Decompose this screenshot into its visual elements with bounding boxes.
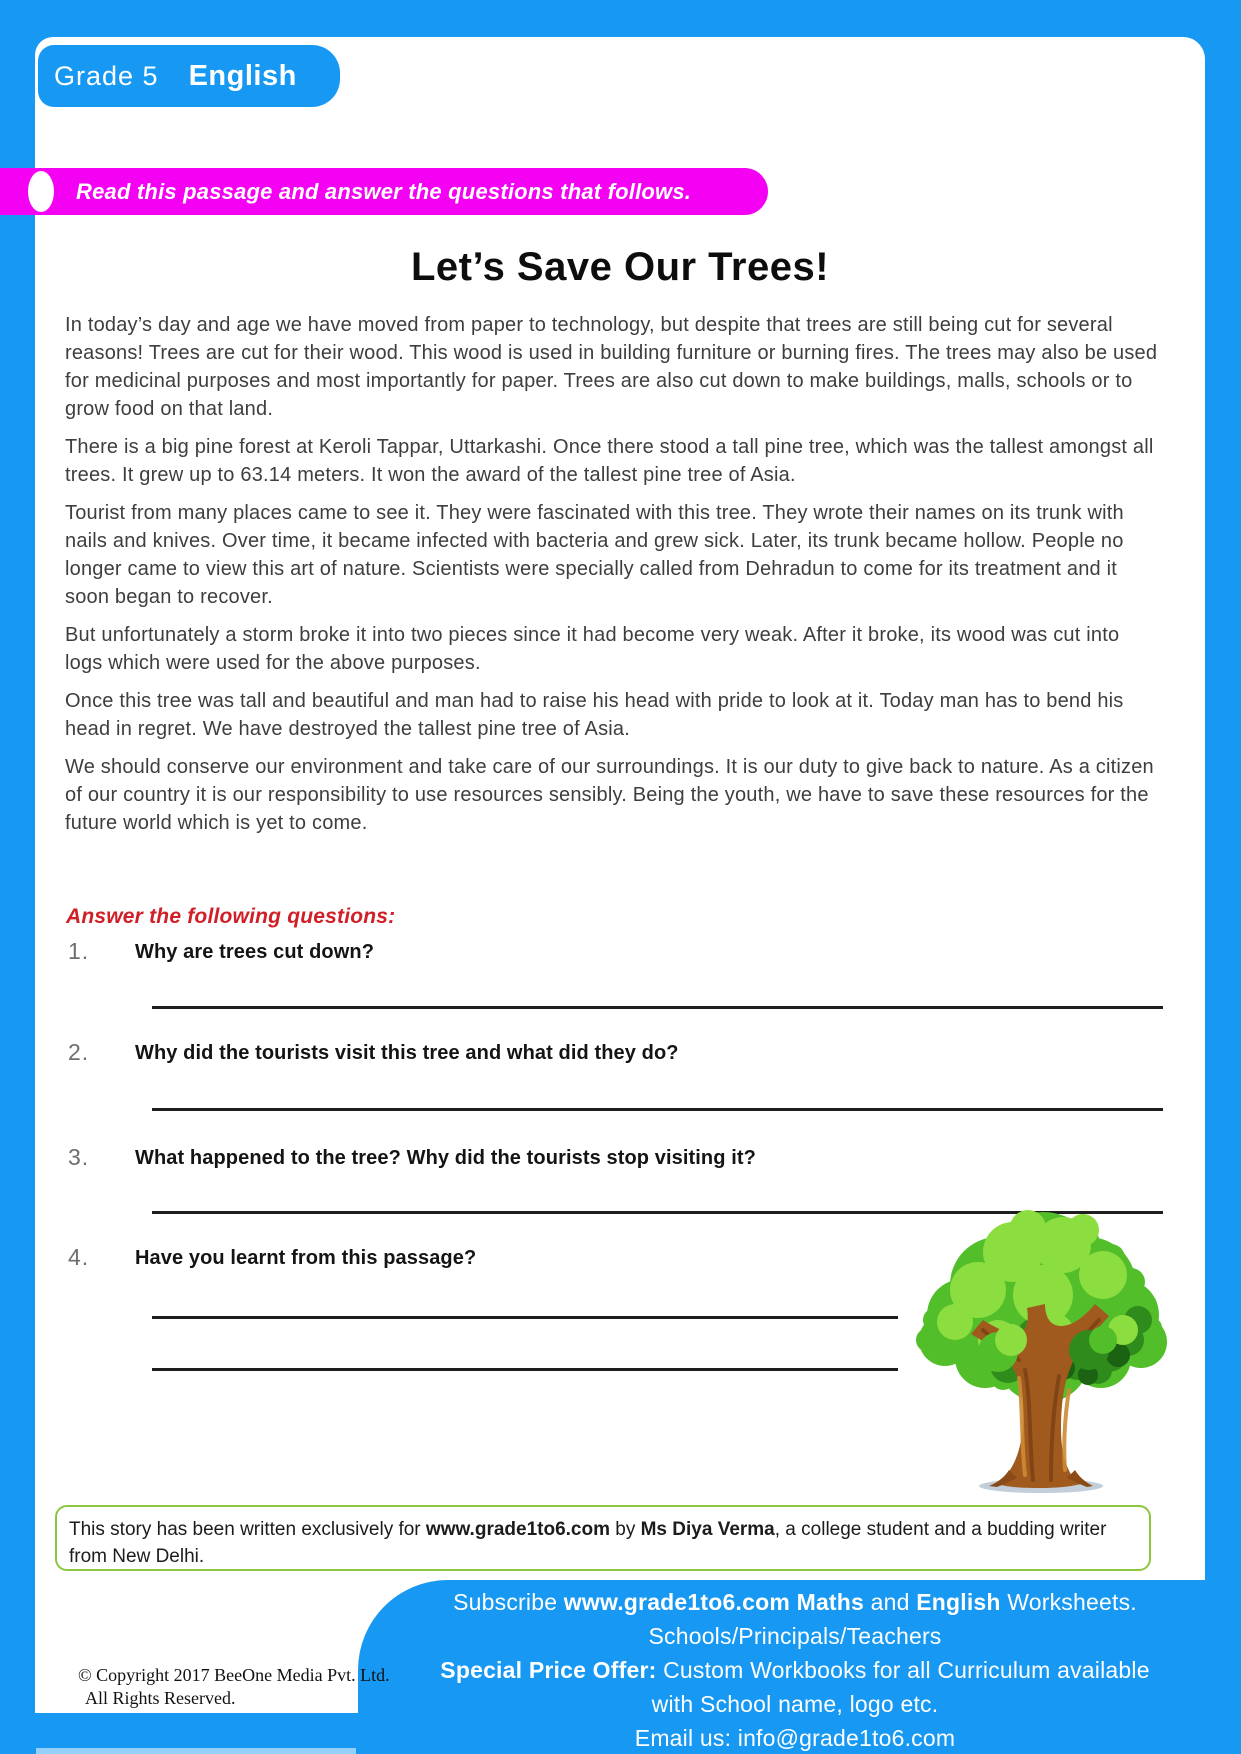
passage-paragraph: There is a big pine forest at Keroli Tappar, Uttarkashi. Once there stood a tall pine tree, which was the tallest amongst all trees. It grew up to 63.14 meters. It won the award of the tallest pine tree of Asia. [65, 436, 1154, 486]
passage-paragraph: But unfortunately a storm broke it into two pieces since it had become very weak. After it broke, its wood was cut into logs which were used for the above purposes. [65, 624, 1120, 674]
question-2-text: Why did the tourists visit this tree and what did they do? [135, 1042, 679, 1064]
footer-subscribe-line [430, 1585, 1160, 1619]
question-1-text: Why are trees cut down? [135, 941, 375, 963]
subject-label: English [188, 59, 297, 92]
passage-paragraph: In today’s day and age we have moved from paper to technology, but despite that trees are still being cut for several reasons! Trees are cut for their wood. This wood is used in building furniture or burning fires. The trees may also be used for medicinal purposes and most importantly for paper. Trees are also cut down to make buildings, malls, schools or to grow food on that land. [65, 314, 1158, 420]
offer-text: Custom Workbooks for all Curriculum available [656, 1657, 1150, 1683]
subscribe-english: English [916, 1589, 1001, 1615]
subscribe-prefix: Subscribe [453, 1589, 564, 1615]
footer-email-line: Email us: info@grade1to6.com [634, 1725, 956, 1751]
question-2-number: 2. [68, 1039, 90, 1065]
copyright-line-1: © Copyright 2017 BeeOne Media Pvt. Ltd. [78, 1665, 390, 1685]
bottom-white-strip [36, 1748, 356, 1754]
footer-offer-line [430, 1653, 1160, 1687]
offer-label: Special Price Offer: [440, 1657, 657, 1683]
question-3-number: 3. [68, 1144, 90, 1170]
grade-label: Grade 5 [54, 60, 159, 91]
attribution-mid: by [609, 1519, 641, 1540]
attribution-box [55, 1505, 1151, 1571]
attribution-text [57, 1507, 1149, 1570]
footer-promo-text [430, 1585, 1160, 1754]
attribution-site: www.grade1to6.com [425, 1519, 610, 1540]
grade-subject-badge [38, 45, 340, 107]
attribution-author: Ms Diya Verma [640, 1519, 775, 1540]
instruction-banner [0, 168, 768, 215]
copyright-line-2: All Rights Reserved. [85, 1688, 236, 1708]
passage-paragraph: Once this tree was tall and beautiful and man had to raise his head with pride to look at it. Today man has to bend his head in regret. We have destroyed the tallest pine tree of Asia. [65, 690, 1124, 740]
subscribe-suffix: Worksheets. [1000, 1589, 1137, 1615]
subscribe-mid: and [864, 1589, 917, 1615]
banner-ellipse-icon [28, 171, 54, 212]
attribution-prefix: This story has been written exclusively for [69, 1519, 426, 1540]
instruction-text: Read this passage and answer the questions that follows. [76, 178, 692, 204]
answer-line-q4-b[interactable] [152, 1368, 898, 1371]
subscribe-site: www.grade1to6.com Maths [563, 1589, 865, 1615]
reading-passage [65, 311, 1161, 847]
question-4-text: Have you learnt from this passage? [135, 1247, 477, 1269]
footer-audience-line: Schools/Principals/Teachers [648, 1623, 942, 1649]
passage-paragraph: Tourist from many places came to see it. They were fascinated with this tree. They wrote their names on its trunk with nails and knives. Over time, it became infected with bacteria and grew sick. Later, its trunk became hollow. People no longer came to view this art of nature. Scientists were specially called from Dehradun to come for its treatment and it soon began to recover. [65, 502, 1124, 608]
question-4-number: 4. [68, 1244, 90, 1270]
questions-heading: Answer the following questions: [66, 905, 396, 928]
answer-line-q4-a[interactable] [152, 1316, 898, 1319]
footer-school-line: with School name, logo etc. [651, 1691, 939, 1717]
answer-line-q1[interactable] [152, 1006, 1163, 1009]
attribution-suffix: , a college student and a budding writer from New Delhi. [69, 1519, 1107, 1567]
question-3-text: What happened to the tree? Why did the tourists stop visiting it? [135, 1147, 756, 1169]
passage-paragraph: We should conserve our environment and take care of our surroundings. It is our duty to give back to nature. As a citizen of our country it is our responsibility to use resources sensibly. Being the youth, we have to save these resources for the future world which is yet to come. [65, 756, 1154, 834]
answer-line-q2[interactable] [152, 1108, 1163, 1111]
question-1-number: 1. [68, 938, 90, 964]
copyright-box [35, 1580, 390, 1713]
tree-illustration [893, 1200, 1193, 1498]
page-title: Let’s Save Our Trees! [410, 245, 830, 289]
